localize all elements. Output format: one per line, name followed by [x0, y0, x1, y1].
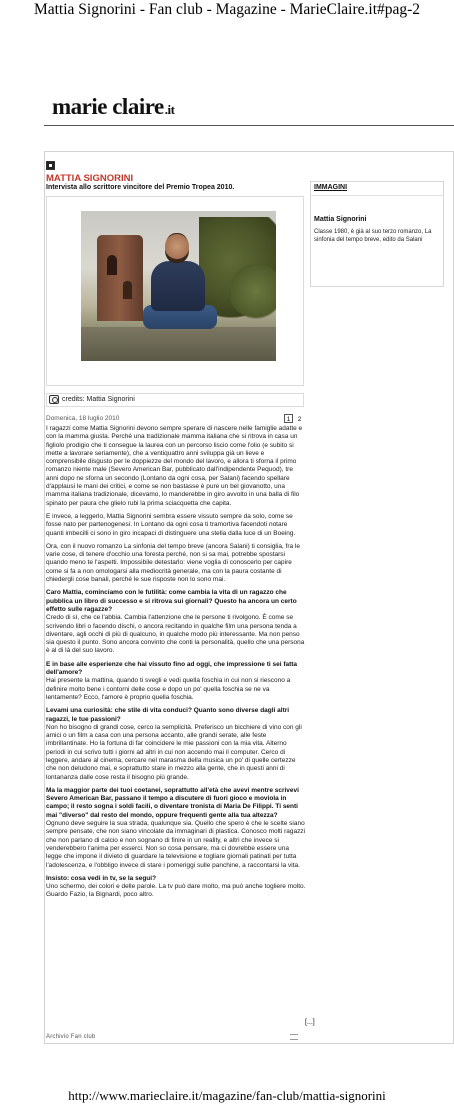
archive-link[interactable]: Archivio Fan club	[46, 1034, 96, 1040]
photo-head	[165, 233, 189, 263]
logo-suffix: .it	[164, 102, 175, 117]
article-body	[46, 425, 306, 905]
article-tag-icon	[46, 161, 55, 170]
marie-claire-logo[interactable]	[52, 94, 174, 120]
images-heading-link[interactable]: IMMAGINI	[314, 184, 348, 191]
answer: Non ho bisogno di grandi cose, cerco la semplicità. Preferisco un bicchiere di vino con gli amici o un film a casa con una persona accanto, alle grandi serate, alle feste imbrillantinate. Ho la fortuna di far coincidere le mie passioni con la mia vita. Alterno periodi in cui scrivo tutti i giorni ad altri in cui non accendo mai il computer. Cerco di leggere, andare al cinema, cercare nel marasma della musica un po' di quelle certezze che non deludono mai, e soprattutto stare in mezzo alla gente, che in questi anni di lontananza dalle cose resta il bisogno più grande.	[46, 723, 302, 781]
question: Levami una curiosità: che stile di vita conduci? Quanto sono diverse dagli altri ragazzi, le tue passioni?	[46, 707, 290, 723]
answer: Ognuno deve seguire la sua strada, qualunque sia. Quello che spero è che le scelte siano sempre pensate, che non siano vincolate da immaginari di plastica. Conosco molti ragazzi che non parlano di calcio e non sognano di finire in un reality, e altri che invece si venderebbero l'anima per esserci. Non so cosa pensare, ma ci dovrebbe essere una legge che impone il divieto di guardare la televisione e togliare giornali patinati per tutta l'adolescenza, e l'obbligo invece di stare i pomeriggi sulle panchine, a raccontarsi la vita.	[46, 820, 306, 869]
page-link-1[interactable]: 1	[284, 414, 293, 423]
archive-divider	[290, 1034, 298, 1040]
article-date: Domenica, 18 luglio 2010	[46, 415, 120, 422]
camera-icon	[49, 395, 59, 404]
header-divider	[44, 125, 454, 126]
page-title: Mattia Signorini - Fan club - Magazine - MarieClaire.it#pag-2	[33, 1, 421, 18]
pagination	[284, 414, 306, 424]
answer: Hai presente la mattina, quando ti svegli e vedi quella foschia in cui non si riescono a definire molto bene i contorni delle cose e dopo un po' quella foschia se ne va lentamente? Ecco, l'amore è proprio quella foschia.	[46, 677, 291, 701]
photo-wall	[81, 327, 276, 361]
paragraph: Ora, con il nuovo romanzo La sinfonia del tempo breve (ancora Salani) ti consiglia, fra le varie cose, di tenere d'occhio una foresta perché, non si sa mai, potrebbe spostarsi quando meno te l'aspetti. Impossibile detestarlo: viene voglia di conoscerlo per capire come si fa a non omologarsi alla mediocrità generale, ma con la paura costante di chiedergli cose banali, perché le sue risposte non lo sono mai.	[46, 542, 300, 584]
sidebar-image-name: Mattia Signorini	[314, 216, 367, 223]
footer-url: http://www.marieclaire.it/magazine/fan-club/mattia-signorini	[68, 1088, 386, 1103]
answer: Credo di sì, che ce l'abbia. Cambia l'attenzione che le persone ti rivolgono. È come se scrivendo libri o facendo dischi, o ancora recitando in qualche film una persona tenda a diventare, agli occhi di più di qualcuno, in qualche modo più interessante. Ma non penso sia questo il punto. Sono ancora convinto che conti la personalità, quello che una persona è al di là del suo lavoro.	[46, 614, 305, 655]
photo-credits: credits: Mattia Signorini	[62, 396, 135, 403]
question: Ma la maggior parte dei tuoi coetanei, soprattutto all'età che avevi mentre scrivevi Severo American Bar, passano il tempo a discutere di fuori gioco e moviola in campo; il resto sogna i soldi facili, o diventare tronista di Maria De Filippi. Ti senti mai "diverso" dal resto del mondo, oppure frequenti gente alla tua altezza?	[46, 786, 299, 819]
sidebar-divider	[310, 195, 444, 196]
photo-body	[151, 261, 205, 311]
sidebar-image-caption: Classe 1980, è già al suo terzo romanzo, La sinfonia del tempo breve, edito da Salani	[314, 229, 432, 243]
article-subtitle: Intervista allo scrittore vincitore del Premio Tropea 2010.	[46, 184, 235, 191]
paragraph: E invece, a leggerlo, Mattia Signorini sembra essere vissuto sempre da solo, come se fosse nato per partenogenesi. In Lontano da ogni cosa ti tramortiva facendoti notare quanti imbecilli ci sono in giro incapaci di distinguere una stella dalla luce di un Boeing.	[46, 512, 296, 537]
photo-trees-right	[231, 251, 276, 331]
read-more-link[interactable]: [...]	[305, 1019, 315, 1026]
answer: Uno schermo, dei colori e delle parole. La tv può dare molto, ma può anche togliere molto. Guardo Fazio, la Bignardi, poco altro.	[46, 883, 306, 899]
page-link-2[interactable]: 2	[297, 416, 302, 423]
article-title: MATTIA SIGNORINI	[46, 173, 134, 184]
paragraph: I ragazzi come Mattia Signorini devono sempre sperare di nascere nelle famiglie adatte e con la mamma giusta. Perché una tradizionale mamma italiana che si ritrova in casa un figliolo prodigio che ti consegue la laurea con un percorso liscio come l'olio (e subito si mette a lavorare seriamente), che a ventiquattro anni sviluppa già un lieve e comprensibile disgusto per le doppiezze del mondo del lavoro, e allora ti sforna il primo romanzo niente male (Severo American Bar, pubblicato dall'indipendente Pequod), tre anni dopo ne sforna un secondo (Lontano da ogni cosa, per Salani) facendo spellare d'applausi le mani dei critici, e come se non bastasse è pure un bel giovanotto, una mamma italiana tradizionale, dicevamo, lo manderebbe in giro avvolto in una balla di filo spinato per paura che glielo rubi la prima sciacquetta che capita.	[46, 425, 303, 507]
question: E in base alle esperienze che hai vissuto fino ad oggi, che impressione ti sei fatta dell'amore?	[46, 660, 298, 677]
logo-text: marie claire	[52, 94, 164, 119]
photo-tower	[97, 235, 143, 321]
question: Insisto: cosa vedi in tv, se la segui?	[46, 874, 157, 882]
author-photo[interactable]	[81, 211, 276, 361]
question: Caro Mattia, cominciamo con le futilità: come cambia la vita di un ragazzo che pubblica un libro di successo e si ritrova sui giornali? Questo ha ancora un certo effetto sulle ragazze?	[46, 589, 297, 613]
